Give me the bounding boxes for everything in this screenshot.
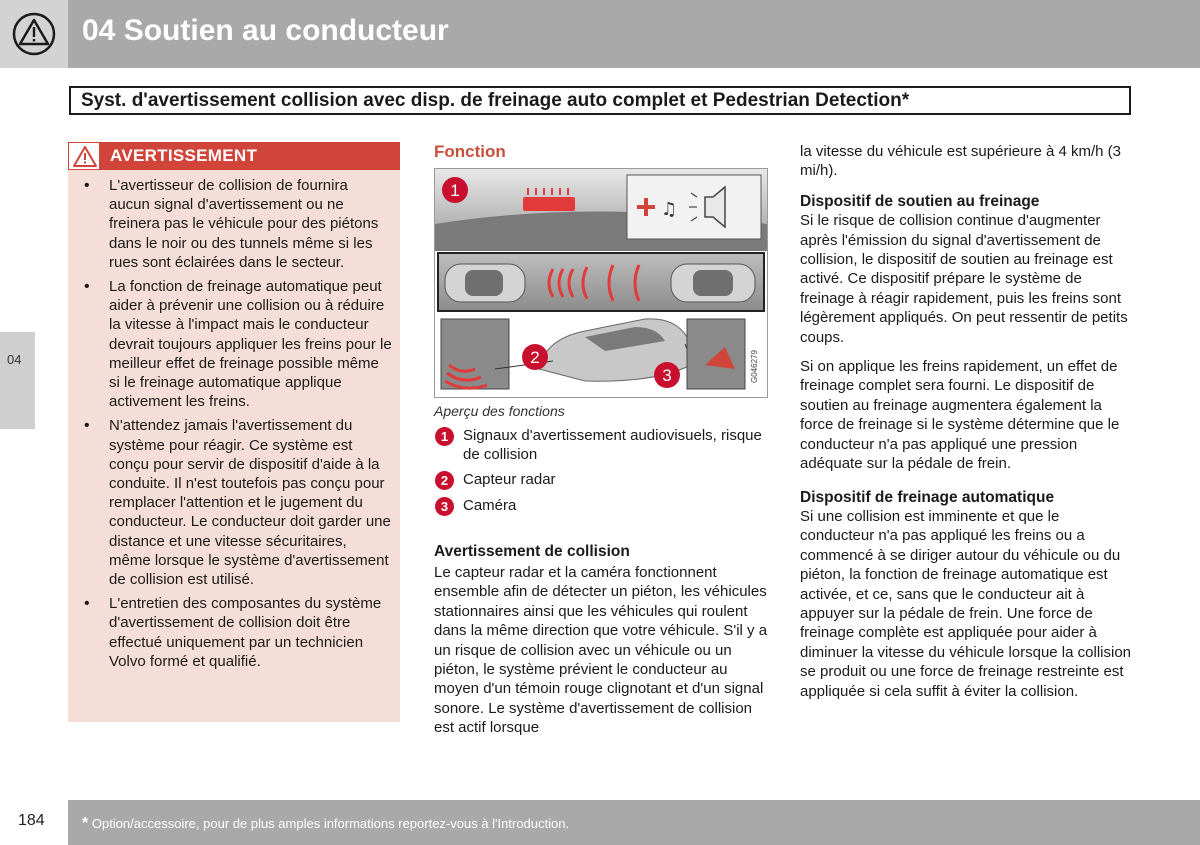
full-brake-paragraph: Si on applique les freins rapidement, un effet de freinage complet sera fourni. Le dispositif de soutien au freinage augmentera également la force de freinage si le système détermine que le conducteur n'a pas appliqué une pression adéquate sur la pédale de frein. [800, 358, 1120, 473]
callout-3-label: 3 [662, 366, 672, 385]
chapter-title: 04 Soutien au conducteur [82, 14, 449, 47]
legend-number: 3 [435, 497, 454, 516]
page-number: 184 [18, 812, 45, 829]
warning-item: • L'entretien des composantes du système d'avertissement de collision doit être effectué uniquement par un technicien Volvo formé et qualifié. [82, 594, 392, 671]
chapter-side-tab [0, 332, 35, 429]
music-note-icon: ♫ [661, 199, 678, 220]
legend-text: Capteur radar [463, 471, 556, 489]
figure-code: G046279 [750, 350, 759, 383]
legend-item [434, 496, 768, 515]
warning-item: • N'attendez jamais l'avertissement du système pour réagir. Ce système est conçu pour servir de dispositif d'aide à la conduite. Il n'est toutefois pas conçu pour remplacer l'attention et le jugement du conducteur. Le conducteur doit garder une distance et une vitesse sécuritaires, même lorsque le système d'avertissement de collision est utilisé. [82, 416, 392, 589]
callout-2-label: 2 [530, 348, 540, 367]
car-left [445, 264, 525, 302]
legend-number: 2 [435, 471, 454, 490]
side-tab-label: 04 [7, 352, 22, 367]
footer-note [82, 815, 569, 833]
figure-legend [434, 426, 768, 521]
chapter-header [0, 0, 1200, 68]
right-column [800, 142, 1135, 701]
legend-text: Caméra [463, 496, 517, 514]
fonction-heading: Fonction [434, 142, 506, 161]
footnote-text: Option/accessoire, pour de plus amples informations reportez-vous à l'Introduction. [91, 816, 570, 831]
speed-paragraph: la vitesse du véhicule est supérieure à 4 km/h (3 mi/h). [800, 143, 1121, 180]
warning-title: AVERTISSEMENT [110, 146, 258, 165]
legend-item [434, 470, 768, 489]
warning-triangle-icon [72, 145, 98, 169]
legend-number: 1 [435, 427, 454, 446]
warning-icon-box [68, 142, 100, 170]
function-overview-figure [434, 168, 768, 398]
section-title: Syst. d'avertissement collision avec disp. de freinage auto complet et Pedestrian Detection* [69, 86, 1131, 115]
collision-warning-body: Le capteur radar et la caméra fonctionnent ensemble afin de détecter un piéton, les véhicules stationnaires ainsi que les véhicules qui roulent dans la même direction que votre véhicule. S'il y a un risque de collision avec un véhicule ou un piéton, le système prévient le conducteur au moyen d'un témoin rouge clignotant et d'un signal sonore. Le système d'avertissement de collision est actif lorsque [434, 564, 768, 737]
auto-brake-heading: Dispositif de freinage automatique [800, 488, 1055, 506]
legend-item [434, 426, 768, 464]
camera-inset [687, 319, 745, 389]
function-overview-illustration [435, 169, 767, 397]
footnote-star: * [82, 815, 89, 832]
warning-list [82, 176, 392, 676]
car-right [671, 264, 755, 302]
callout-1-label: 1 [450, 181, 460, 200]
auto-brake-paragraph: Si une collision est imminente et que le conducteur n'a pas appliqué les freins ou a commencé à se diriger autour du véhicule ou du piéton, la fonction de freinage automatique est activée, et ce, sans que le conducteur ait à appuyer sur la pédale de frein. Une force de freinage complète est appliquée pour aider à diminuer la vitesse du véhicule lorsque la collision se produit ou une force de freinage restreinte est appliquée si cela suffit à éviter la collision. [800, 507, 1132, 700]
chapter-icon-box [0, 0, 68, 68]
figure-caption: Aperçu des fonctions [434, 403, 565, 419]
middle-column [434, 142, 768, 737]
warning-triangle-icon [12, 12, 56, 56]
brake-assist-paragraph: Si le risque de collision continue d'augmenter après l'émission du signal d'avertissement de collision, le dispositif de soutien au freinage est activé. Ce dispositif prépare le système de freinage à réagir rapidement, puis les freins sont légèrement appliqués. On peut ressentir de petits coups. [800, 212, 1128, 346]
warning-header [68, 142, 400, 170]
warning-item: • La fonction de freinage automatique peut aider à prévenir une collision ou à réduire la vitesse à l'impact mais le conducteur devrait toujours appliquer les freins pour le meilleur effet de freinage possible même si le freinage automatique applique activement les freins. [82, 277, 392, 411]
warning-box [68, 142, 400, 722]
brake-assist-heading: Dispositif de soutien au freinage [800, 192, 1040, 210]
collision-warning-heading: Avertissement de collision [434, 543, 630, 560]
legend-text: Signaux d'avertissement audiovisuels, risque de collision [463, 427, 762, 464]
footer-bar [68, 800, 1200, 845]
warning-item: • L'avertisseur de collision de fournira aucun signal d'avertissement ou ne freinera pas le véhicule pour des piétons dans le noir ou des tunnels même si les rues sont éclairées dans le secteur. [82, 176, 392, 272]
